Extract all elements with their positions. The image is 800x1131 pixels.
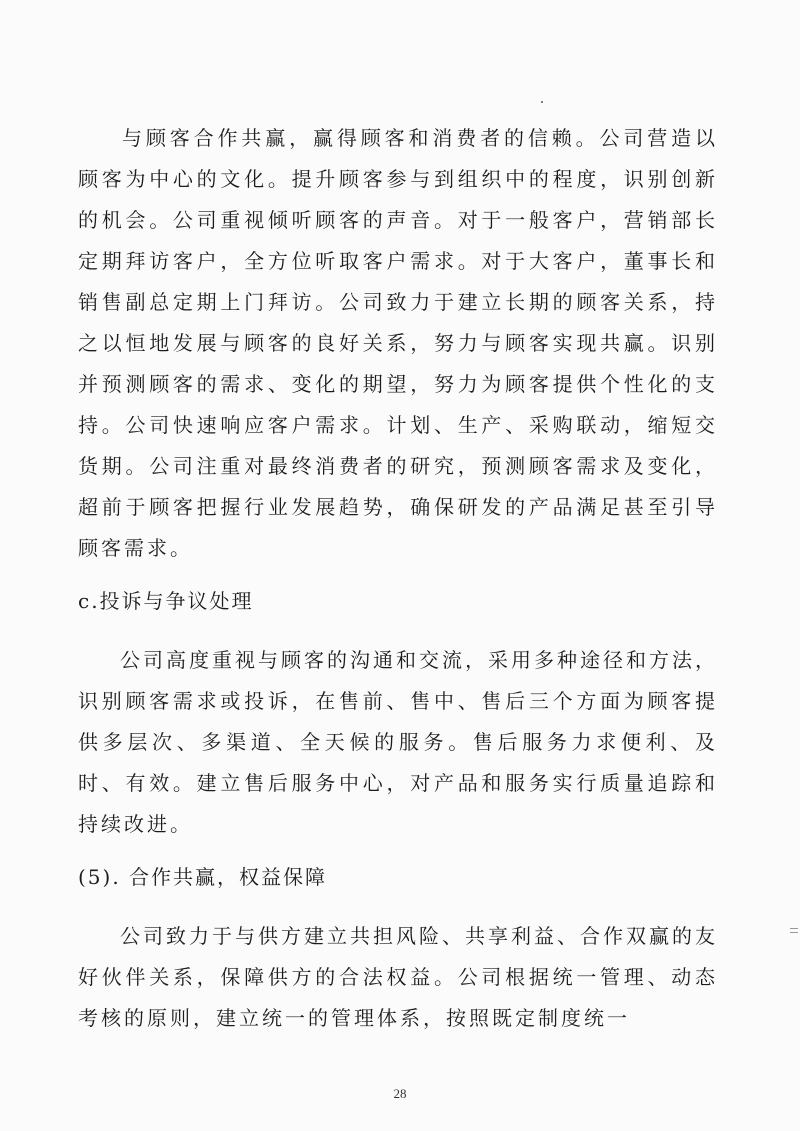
paragraph-supplier-rights: 公司致力于与供方建立共担风险、共享利益、合作双赢的友好伙伴关系，保障供方的合法权益。公司根据统一管理、动态考核的原则，建立统一的管理体系，按照既定制度统一 [78,924,718,1030]
section-heading-cooperation: (5). 合作共赢，权益保障 [78,865,328,889]
scan-edge-mark [790,932,798,933]
paragraph-complaints: 公司高度重视与顾客的沟通和交流，采用多种途径和方法，识别顾客需求或投诉，在售前、售中、售后三个方面为顾客提供多层次、多渠道、全天候的服务。售后服务力求便利、及时、有效。建立售后服务中心，对产品和服务实行质量追踪和持续改进。 [78,648,718,836]
scan-dot [541,101,543,103]
document-body [78,118,718,1039]
page-number: 28 [393,1086,407,1101]
scan-edge-mark [790,928,798,929]
paragraph-customer-relations: 与顾客合作共赢，赢得顾客和消费者的信赖。公司营造以顾客为中心的文化。提升顾客参与到组织中的程度，识别创新的机会。公司重视倾听顾客的声音。对于一般客户，营销部长定期拜访客户，全方位听取客户需求。对于大客户，董事长和销售副总定期上门拜访。公司致力于建立长期的顾客关系，持之以恒地发展与顾客的良好关系，努力与顾客实现共赢。识别并预测顾客的需求、变化的期望，努力为顾客提供个性化的支持。公司快速响应客户需求。计划、生产、采购联动，缩短交货期。公司注重对最终消费者的研究，预测顾客需求及变化，超前于顾客把握行业发展趋势，确保研发的产品满足甚至引导顾客需求。 [78,126,718,560]
section-heading-complaints: c.投诉与争议处理 [78,589,254,613]
